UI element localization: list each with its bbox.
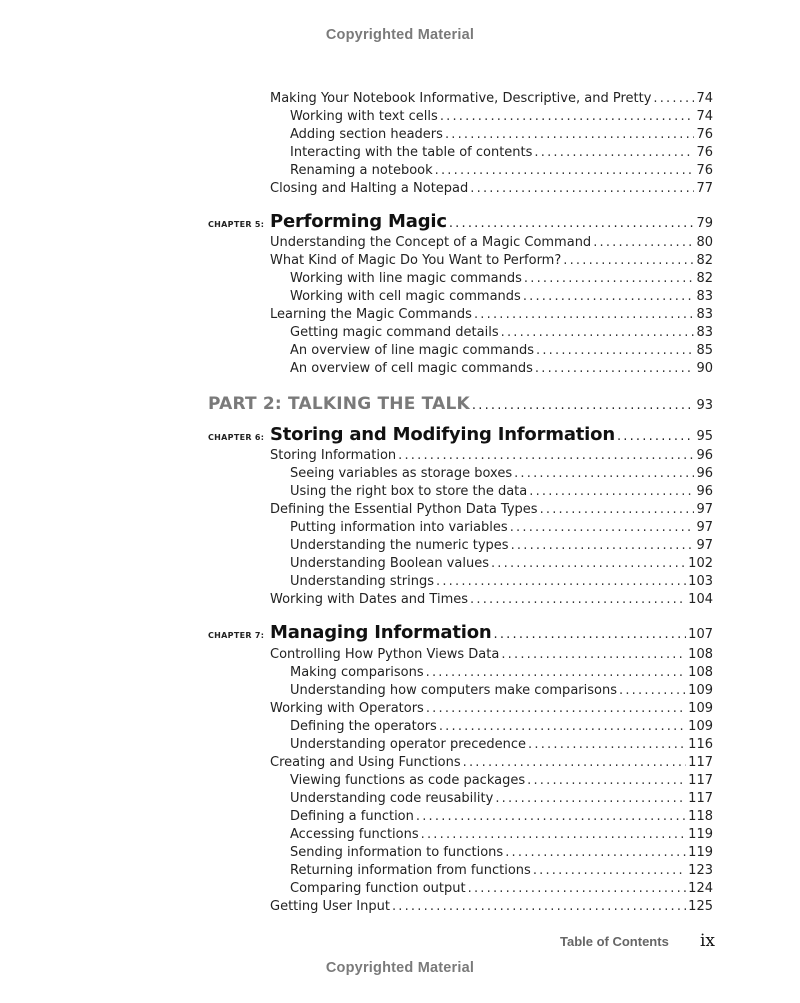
dot-leader (426, 700, 686, 718)
toc-page-number: 82 (696, 253, 713, 268)
toc-subsection-entry (290, 324, 713, 342)
dot-leader (470, 591, 686, 609)
dot-leader (540, 501, 695, 519)
toc-entry-title: Making comparisons (290, 665, 424, 680)
dot-leader (653, 90, 694, 108)
toc-subsection-entry (290, 162, 713, 180)
toc-entry-title: Understanding code reusability (290, 791, 494, 806)
toc-entry-title: Working with text cells (290, 109, 438, 124)
toc-subsection-entry (290, 270, 713, 288)
toc-page-number: 109 (688, 719, 713, 734)
toc-section-entry (270, 447, 713, 465)
toc-subsection-entry (290, 519, 713, 537)
toc-entry-title: Working with cell magic commands (290, 289, 521, 304)
toc-page-number: 108 (688, 665, 713, 680)
toc-subsection-entry (290, 126, 713, 144)
toc-page-number: 125 (688, 899, 713, 914)
toc-subsection-entry (290, 790, 713, 808)
dot-leader (421, 826, 687, 844)
dot-leader (619, 682, 686, 700)
chapter-title: Performing Magic (270, 211, 447, 232)
toc-page-number: 83 (696, 307, 713, 322)
dot-leader (510, 519, 695, 537)
toc-entry-title: Sending information to functions (290, 845, 504, 860)
toc-entry-title: Getting User Input (270, 899, 390, 914)
toc-entry-title: Understanding operator precedence (290, 737, 527, 752)
toc-entry-title: Understanding strings (290, 574, 435, 589)
toc-page-number: 97 (696, 502, 713, 517)
dot-leader (535, 360, 695, 378)
dot-leader (524, 270, 695, 288)
toc-entry-title: Adding section headers (290, 127, 443, 142)
toc-page-number: 93 (696, 398, 713, 413)
dot-leader (449, 216, 695, 231)
toc-page-number: 79 (696, 216, 713, 231)
toc-subsection-entry (290, 826, 713, 844)
toc-page-number: 103 (688, 574, 713, 589)
toc-page-number: 82 (696, 271, 713, 286)
toc-entry-title: Comparing function output (290, 881, 466, 896)
toc-subsection-entry (290, 664, 713, 682)
chapter-number: CHAPTER 7: (208, 631, 265, 640)
dot-leader (491, 555, 686, 573)
dot-leader (392, 898, 686, 916)
toc-subsection-entry (290, 573, 713, 591)
dot-leader (468, 880, 687, 898)
toc-entry-title: Defining a function (290, 809, 414, 824)
toc-page-number: 83 (696, 289, 713, 304)
toc-section-entry (270, 501, 713, 519)
dot-leader (511, 537, 695, 555)
dot-leader (472, 398, 695, 413)
toc-subsection-entry (290, 108, 713, 126)
toc-entry-title: Renaming a notebook (290, 163, 433, 178)
toc-subsection-entry (290, 465, 713, 483)
part-title: PART 2: TALKING THE TALK (208, 394, 470, 414)
copyright-watermark-bottom: Copyrighted Material (325, 960, 475, 976)
toc-page-number: 108 (688, 647, 713, 662)
dot-leader (435, 162, 695, 180)
toc-entry-title: Viewing functions as code packages (290, 773, 526, 788)
dot-leader (445, 126, 695, 144)
toc-page-number: 119 (688, 827, 713, 842)
toc-page-number: 109 (688, 701, 713, 716)
toc-page-number: 117 (688, 791, 713, 806)
toc-entry-title: Defining the operators (290, 719, 437, 734)
toc-subsection-entry (290, 808, 713, 826)
toc-chapter-heading (208, 211, 713, 232)
toc-page-number: 123 (688, 863, 713, 878)
toc-entry-title: Understanding how computers make comparisons (290, 683, 617, 698)
toc-entry-title: Getting magic command details (290, 325, 499, 340)
toc-section-entry (270, 234, 713, 252)
toc-page-number: 85 (696, 343, 713, 358)
dot-leader (523, 288, 695, 306)
toc-page-number: 102 (688, 556, 713, 571)
dot-leader (505, 844, 686, 862)
toc-subsection-entry (290, 718, 713, 736)
toc-entry-title: Returning information from functions (290, 863, 531, 878)
toc-subsection-entry (290, 483, 713, 501)
toc-subsection-entry (290, 555, 713, 573)
dot-leader (440, 108, 695, 126)
dot-leader (426, 664, 687, 682)
dot-leader (527, 772, 686, 790)
toc-page-number: 74 (696, 91, 713, 106)
toc-section-entry (270, 306, 713, 324)
toc-section-entry (270, 252, 713, 270)
toc-page-number: 117 (688, 755, 713, 770)
toc-entry-title: Understanding the numeric types (290, 538, 509, 553)
toc-entry-title: Creating and Using Functions (270, 755, 461, 770)
toc-page-number: 74 (696, 109, 713, 124)
page-footer (560, 931, 715, 951)
chapter-number: CHAPTER 6: (208, 433, 265, 442)
toc-chapter-heading (208, 622, 713, 643)
toc-subsection-entry (290, 880, 713, 898)
toc-entry-title: Using the right box to store the data (290, 484, 528, 499)
dot-leader (439, 718, 686, 736)
toc-section-entry (270, 646, 713, 664)
toc-subsection-entry (290, 682, 713, 700)
toc-entry-title: Defining the Essential Python Data Types (270, 502, 538, 517)
dot-leader (563, 252, 694, 270)
toc-subsection-entry (290, 862, 713, 880)
toc-page-number: 107 (688, 627, 713, 642)
toc-subsection-entry (290, 772, 713, 790)
toc-entry-title: Working with line magic commands (290, 271, 522, 286)
toc-page-number: 117 (688, 773, 713, 788)
toc-entry-title: Working with Operators (270, 701, 424, 716)
chapter-number: CHAPTER 5: (208, 220, 265, 229)
chapter-title: Storing and Modifying Information (270, 424, 615, 445)
toc-entry-title: Controlling How Python Views Data (270, 647, 500, 662)
toc-page-number: 76 (696, 145, 713, 160)
dot-leader (533, 862, 686, 880)
toc-page-number: 83 (696, 325, 713, 340)
toc-subsection-entry (290, 537, 713, 555)
footer-label: Table of Contents (560, 934, 669, 949)
dot-leader (528, 736, 686, 754)
dot-leader (534, 144, 694, 162)
toc-entry-title: Working with Dates and Times (270, 592, 469, 607)
dot-leader (593, 234, 694, 252)
toc-entry-title: Understanding the Concept of a Magic Command (270, 235, 592, 250)
dot-leader (501, 646, 686, 664)
toc-page-number: 95 (696, 429, 713, 444)
dot-leader (474, 306, 695, 324)
toc-page-number: 76 (696, 127, 713, 142)
toc-page-number: 96 (696, 466, 713, 481)
dot-leader (617, 429, 695, 444)
toc-part-heading (208, 394, 713, 414)
toc-section-entry (270, 700, 713, 718)
toc-subsection-entry (290, 736, 713, 754)
toc-page-number: 90 (696, 361, 713, 376)
toc-page-number: 96 (696, 448, 713, 463)
dot-leader (416, 808, 686, 826)
toc-page-number: 80 (696, 235, 713, 250)
dot-leader (514, 465, 694, 483)
dot-leader (398, 447, 694, 465)
dot-leader (501, 324, 695, 342)
toc-entry-title: Accessing functions (290, 827, 419, 842)
toc-page-number: 97 (696, 538, 713, 553)
toc-page-number: 118 (688, 809, 713, 824)
dot-leader (493, 627, 686, 642)
toc-entry-title: Understanding Boolean values (290, 556, 489, 571)
toc-chapter-heading (208, 424, 713, 445)
toc-subsection-entry (290, 360, 713, 378)
toc-page-number: 96 (696, 484, 713, 499)
toc-page-number: 76 (696, 163, 713, 178)
toc-entry-title: Storing Information (270, 448, 397, 463)
toc-page-number: 97 (696, 520, 713, 535)
toc-page-number: 124 (688, 881, 713, 896)
toc-entry-title: Making Your Notebook Informative, Descriptive, and Pretty (270, 91, 652, 106)
dot-leader (495, 790, 686, 808)
toc-subsection-entry (290, 288, 713, 306)
toc-entry-title: Putting information into variables (290, 520, 508, 535)
toc-section-entry (270, 180, 713, 198)
toc-section-entry (270, 754, 713, 772)
copyright-watermark-top: Copyrighted Material (325, 27, 475, 43)
toc-subsection-entry (290, 144, 713, 162)
toc-page-number: 109 (688, 683, 713, 698)
toc-subsection-entry (290, 844, 713, 862)
dot-leader (536, 342, 694, 360)
toc-entry-title: What Kind of Magic Do You Want to Perform? (270, 253, 562, 268)
toc-subsection-entry (290, 342, 713, 360)
toc-entry-title: Interacting with the table of contents (290, 145, 533, 160)
toc-section-entry (270, 90, 713, 108)
toc-entry-title: Seeing variables as storage boxes (290, 466, 513, 481)
toc-entry-title: Learning the Magic Commands (270, 307, 472, 322)
toc-section-entry (270, 898, 713, 916)
toc-entry-title: Closing and Halting a Notepad (270, 181, 469, 196)
dot-leader (463, 754, 687, 772)
page-number: ix (699, 931, 715, 951)
dot-leader (529, 483, 694, 501)
toc-section-entry (270, 591, 713, 609)
dot-leader (436, 573, 686, 591)
toc-page-number: 104 (688, 592, 713, 607)
toc-page-number: 119 (688, 845, 713, 860)
chapter-title: Managing Information (270, 622, 492, 643)
toc-entry-title: An overview of line magic commands (290, 343, 535, 358)
toc-entry-title: An overview of cell magic commands (290, 361, 533, 376)
toc-page-number: 116 (688, 737, 713, 752)
dot-leader (470, 180, 694, 198)
toc-page-number: 77 (696, 181, 713, 196)
